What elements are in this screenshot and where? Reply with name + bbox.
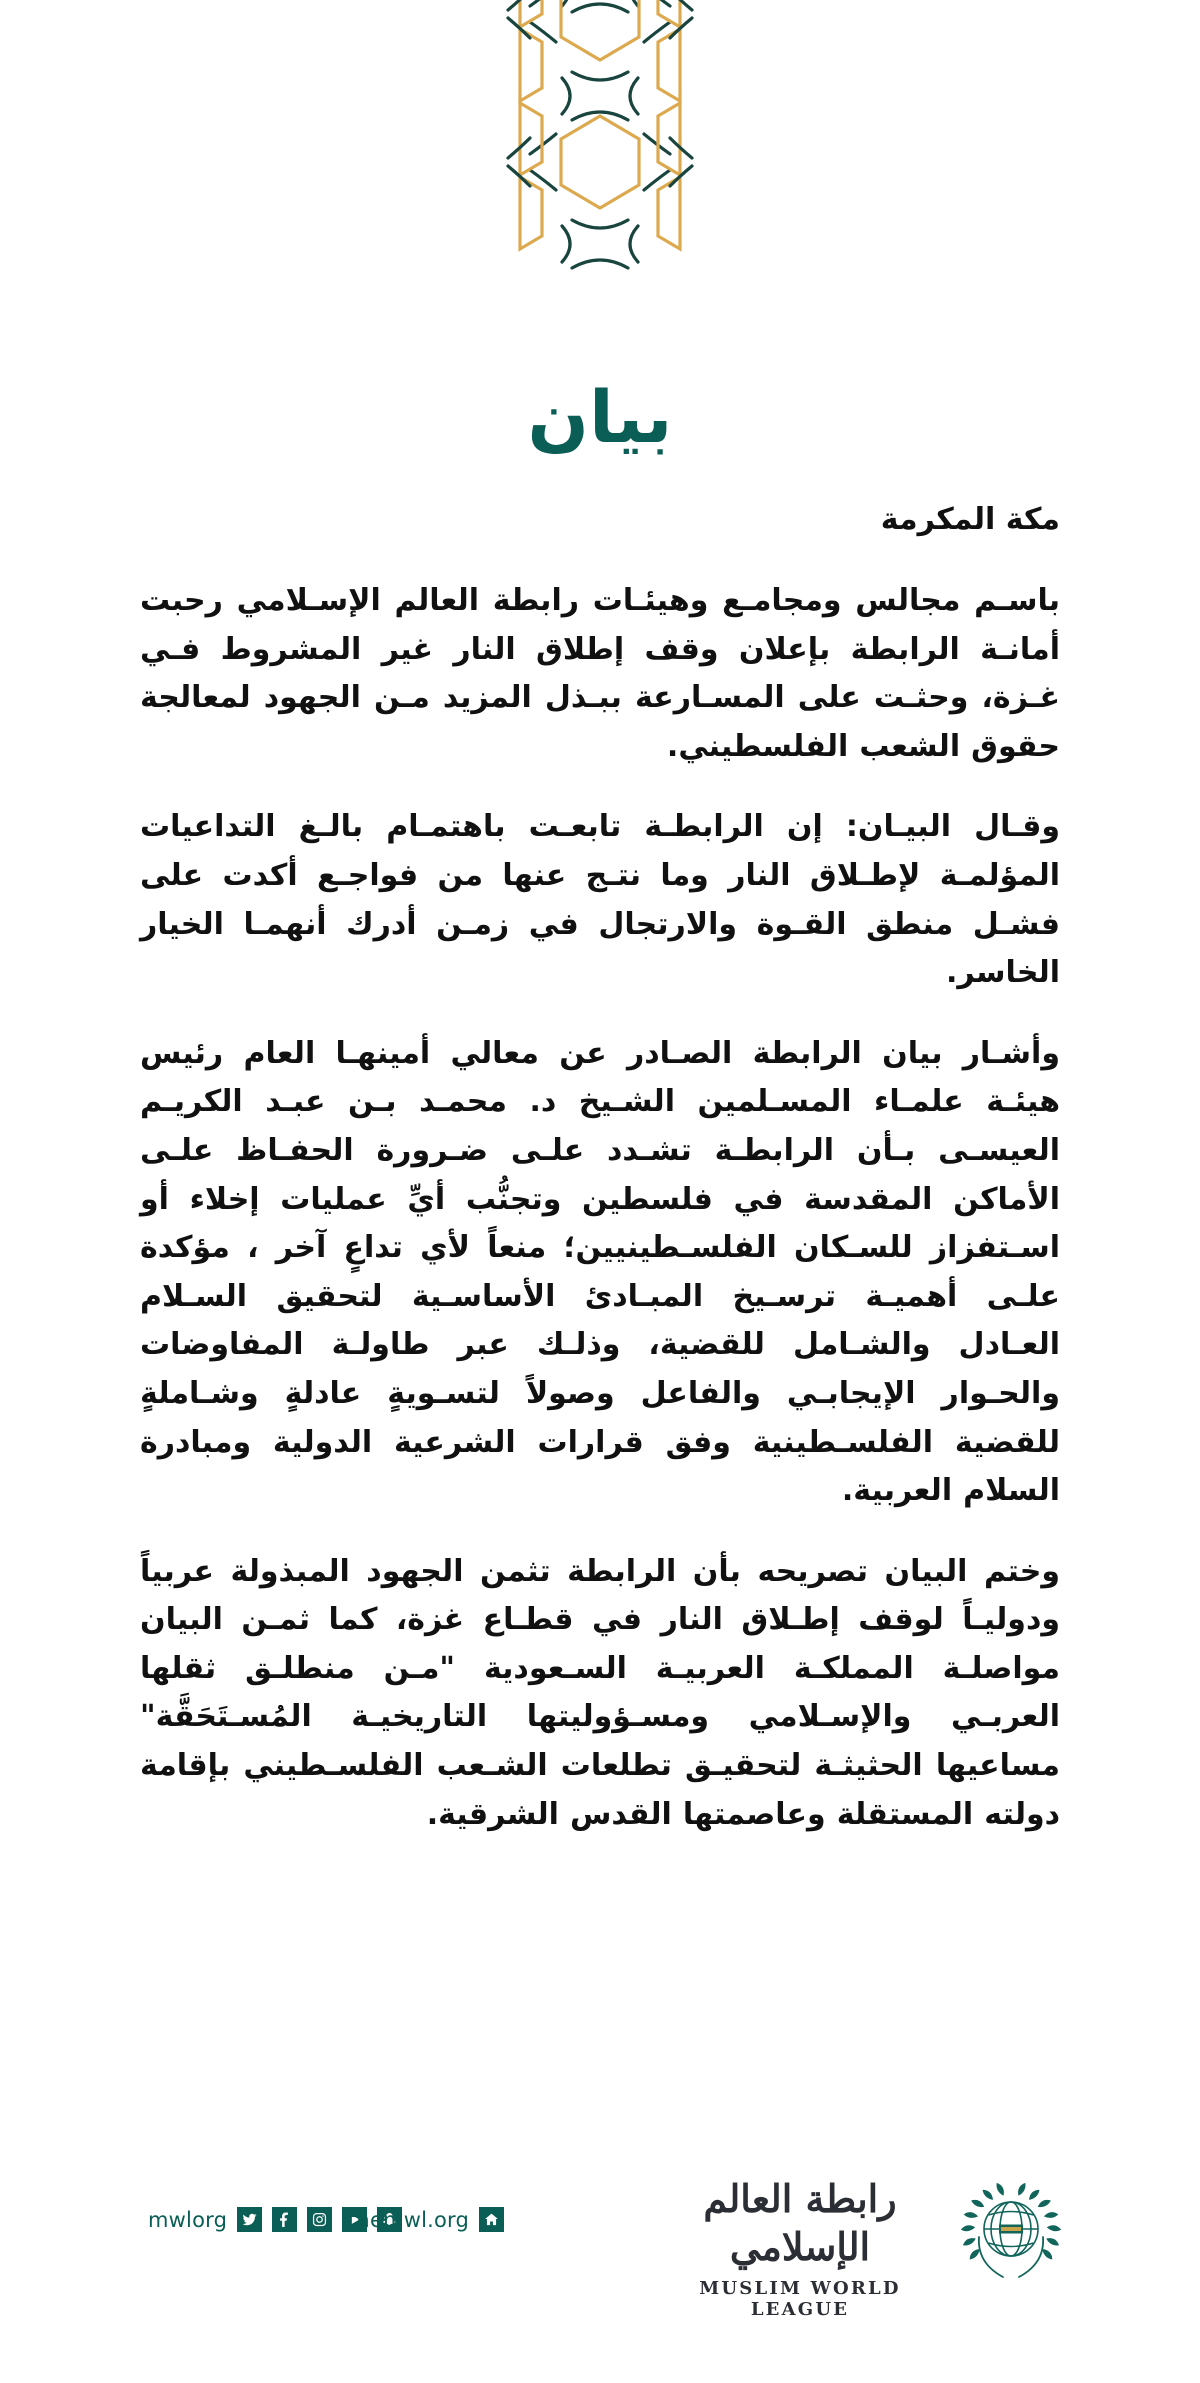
page-title: بيان (527, 375, 673, 460)
ornament-svg (500, 0, 700, 295)
dateline: مكة المكرمة (880, 502, 1060, 537)
instagram-icon[interactable] (307, 2207, 332, 2232)
paragraph: وختم البيان تصريحه بأن الرابطة تثمن الجهود المبذولة عربياً ودوليـاً لوقف إطـلاق النار في قطـاع غزة، كما ثمـن البيان مواصلـة المملكـة العربيـة السـعودية "مـن منطلـق ثقلها العربـي والإسـلامي ومسـؤوليتها التاريخيـة المُسـتَحَقَّة" مساعيها الحثيثـة لتحقيـق تطلعات الشـعب الفلسـطيني بإقامة دولته المستقلة وعاصمتها القدس الشرقية. (140, 1553, 1060, 1832)
statement-body (140, 500, 1060, 1839)
website-url[interactable]: themwl.org (348, 2207, 470, 2232)
mwl-logo-arabic: رابطة العالم الإسلامي (703, 2176, 897, 2269)
muslim-world-league-emblem (955, 2177, 1067, 2289)
mwl-logo (655, 2175, 945, 2320)
page-footer (0, 2165, 1200, 2335)
paragraph: وقـال البيـان: إن الرابطـة تابعـت باهتمـام بالـغ التداعيات المؤلمـة لإطـلاق النار وما نتـج عنها من فواجـع أكدت على فشـل منطق القـوة والارتجال في زمـن أدرك أنهمـا الخيار الخاسر. (140, 809, 1060, 991)
mwl-logo-latin: MUSLIM WORLD LEAGUE (699, 2278, 901, 2320)
islamic-geometric-ornament (500, 0, 700, 295)
social-handle: mwlorg (148, 2207, 228, 2232)
paragraph: باسـم مجالس ومجامـع وهيئـات رابطة العالم الإسـلامي رحبت أمانـة الرابطة بإعلان وقف إطلاق النار غير المشروط فـي غـزة، وحثـت على المسـارعة ببـذل المزيد مـن الجهود لمعالجة حقوق الشعب الفلسطيني. (140, 583, 1060, 764)
home-icon[interactable] (479, 2207, 504, 2232)
facebook-icon[interactable] (272, 2207, 297, 2232)
emblem-svg (955, 2177, 1067, 2289)
twitter-icon[interactable] (237, 2207, 262, 2232)
paragraph: وأشـار بيان الرابطة الصـادر عن معالي أمينهـا العام رئيس هيئـة علمـاء المسـلمين الشـيخ د. محمـد بـن عبـد الكريـم العيسـى بـأن الرابطـة تشـدد علـى ضـرورة الحفـاظ علـى الأماكن المقدسة في فلسطين وتجنُّب أيِّ عمليات إخلاء أو اسـتفزاز للسـكان الفلسـطينيين؛ منعاً لأي تداعٍ آخر ، مؤكدة علـى أهميـة ترسـيخ المبـادئ الأساسـية لتحقيق السـلام العـادل والشـامل للقضية، وذلـك عبر طاولـة المفاوضات والحـوار الإيجابـي والفاعل وصولاً لتسـويةٍ عادلةٍ وشـاملةٍ للقضية الفلسـطينية وفق قرارات الشرعية الدولية ومبادرة السلام العربية. (140, 1035, 1060, 1509)
website-row (348, 2207, 504, 2232)
